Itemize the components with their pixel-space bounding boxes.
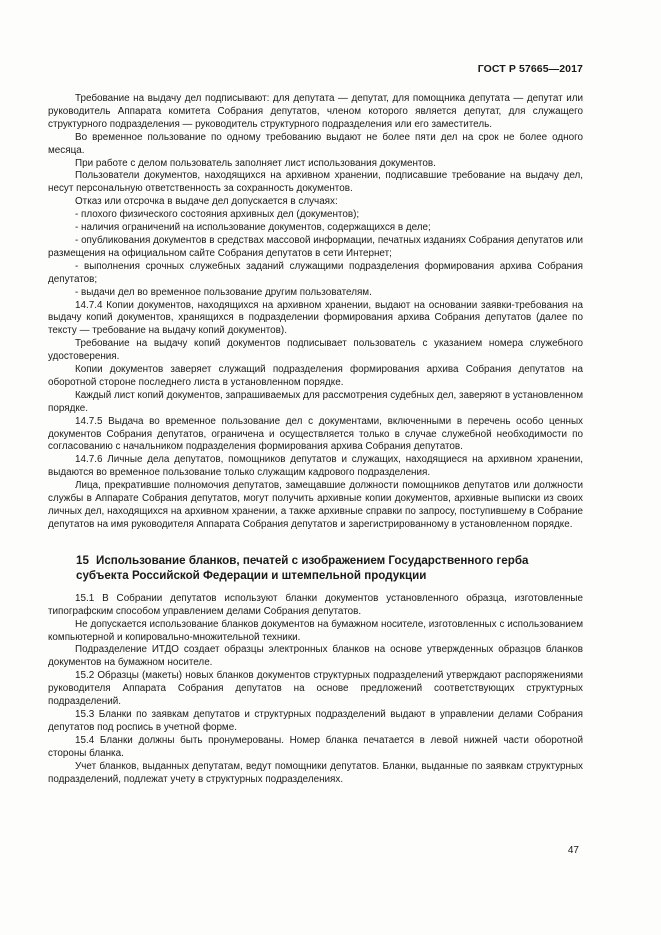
paragraph: Пользователи документов, находящихся на архивном хранении, подписавшие требование на выдачу дел, несут персональную ответственность за сохранность документов. — [48, 170, 583, 195]
section-title: Использование бланков, печатей с изображением Государственного герба субъекта Российской Федерации и штемпельной продукции — [76, 553, 529, 583]
list-item: - выдачи дел во временное пользование другим пользователям. — [75, 286, 372, 298]
paragraph: Каждый лист копий документов, запрашиваемых для рассмотрения судебных дел, заверяют в установленном порядке. — [48, 389, 583, 414]
paragraph: Подразделение ИТДО создает образцы электронных бланков на основе утвержденных образцов бланков документов на бумажном носителе. — [48, 644, 583, 669]
paragraph: 15.4 Бланки должны быть пронумерованы. Номер бланка печатается в левой нижней части оборотной стороны бланка. — [48, 734, 583, 759]
paragraph: Лица, прекратившие полномочия депутатов, замещавшие должности помощников депутатов или должности службы в Аппарате Собрания депутатов, могут получить архивные копии документов, архивные выписки из своих личных дел, находящихся на архивном хранении, а также архивные справки по запросу, поступившему в Собрание депутатов на имя руководителя Аппарата Собрания депутатов и зарегистрированному в установленном порядке. — [48, 480, 583, 530]
list-item: - плохого физического состояния архивных дел (документов); — [75, 209, 360, 221]
paragraph: Отказ или отсрочка в выдаче дел допускается в случаях: — [75, 196, 338, 208]
paragraphs-after-section — [48, 593, 583, 787]
list-item: - опубликования документов в средствах массовой информации, печатных изданиях Собрания депутатов или размещения на официальном сайте Собрания депутатов в сети Интернет; — [48, 234, 583, 259]
paragraphs-before-section — [48, 93, 583, 532]
paragraph: При работе с делом пользователь заполняет лист использования документов. — [75, 157, 436, 169]
document-code: ГОСТ Р 57665—2017 — [477, 63, 583, 75]
section-number: 15 — [76, 553, 89, 567]
paragraph: 14.7.5 Выдача во временное пользование дел с документами, включенными в перечень особо ценных документов Собрания депутатов, ограничена и осуществляется только в случае служебной необходимости по согласованию с начальником подразделения формирования архива Собрания депутатов. — [48, 415, 583, 453]
paragraph: Копии документов заверяет служащий подразделения формирования архива Собрания депутатов на оборотной стороне последнего листа в установленном порядке. — [48, 364, 583, 388]
paragraph: 14.7.4 Копии документов, находящихся на архивном хранении, выдают на основании заявки-требования на выдачу копий документов, хранящихся в подразделении формирования архива Собрания депутатов (далее по тексту — требование на выдачу копий документов). — [48, 299, 583, 337]
paragraph: 15.2 Образцы (макеты) новых бланков документов структурных подразделений утверждают распоряжениями руководителя Аппарата Собрания депутатов на основе предложений соответствующих структурных подразделений. — [48, 670, 583, 708]
list-item: - наличия ограничений на использование документов, содержащихся в деле; — [75, 222, 431, 234]
paragraph: Требование на выдачу копий документов подписывает пользователь с указанием номера служебного удостоверения. — [48, 338, 583, 363]
paragraph: Требование на выдачу дел подписывают: для депутата — депутат, для помощника депутата — депутат или руководитель Аппарата комитета Собрания депутатов, членом которого является депутат, для служащего структурного подразделения — руководитель структурного подразделения или его заместитель. — [48, 93, 583, 130]
paragraph: Во временное пользование по одному требованию выдают не более пяти дел на срок не более одного месяца. — [48, 131, 583, 156]
page-number: 47 — [567, 845, 579, 856]
paragraph: Учет бланков, выданных депутатам, ведут помощники депутатов. Бланки, выданные по заявкам структурных подразделений, подлежат учету в структурных подразделениях. — [48, 760, 583, 785]
paragraph: Не допускается использование бланков документов на бумажном носителе, изготовленных с использованием компьютерной и копировально-множительной техники. — [48, 618, 583, 643]
section-heading — [48, 553, 583, 584]
paragraph: 15.1 В Собрании депутатов используют бланки документов установленного образца, изготовленные типографским способом управлением делами Собрания депутатов. — [48, 592, 583, 617]
paragraph: 14.7.6 Личные дела депутатов, помощников депутатов и служащих, находящиеся на архивном хранении, выдаются во временное пользование только служащим кадрового подразделения. — [48, 454, 583, 479]
list-item: - выполнения срочных служебных заданий служащими подразделения формирования архива Собрания депутатов; — [48, 260, 583, 285]
document-body — [48, 93, 583, 786]
paragraph: 15.3 Бланки по заявкам депутатов и структурных подразделений выдают в управлении делами Собрания депутатов под роспись в учетной форме. — [48, 708, 583, 733]
